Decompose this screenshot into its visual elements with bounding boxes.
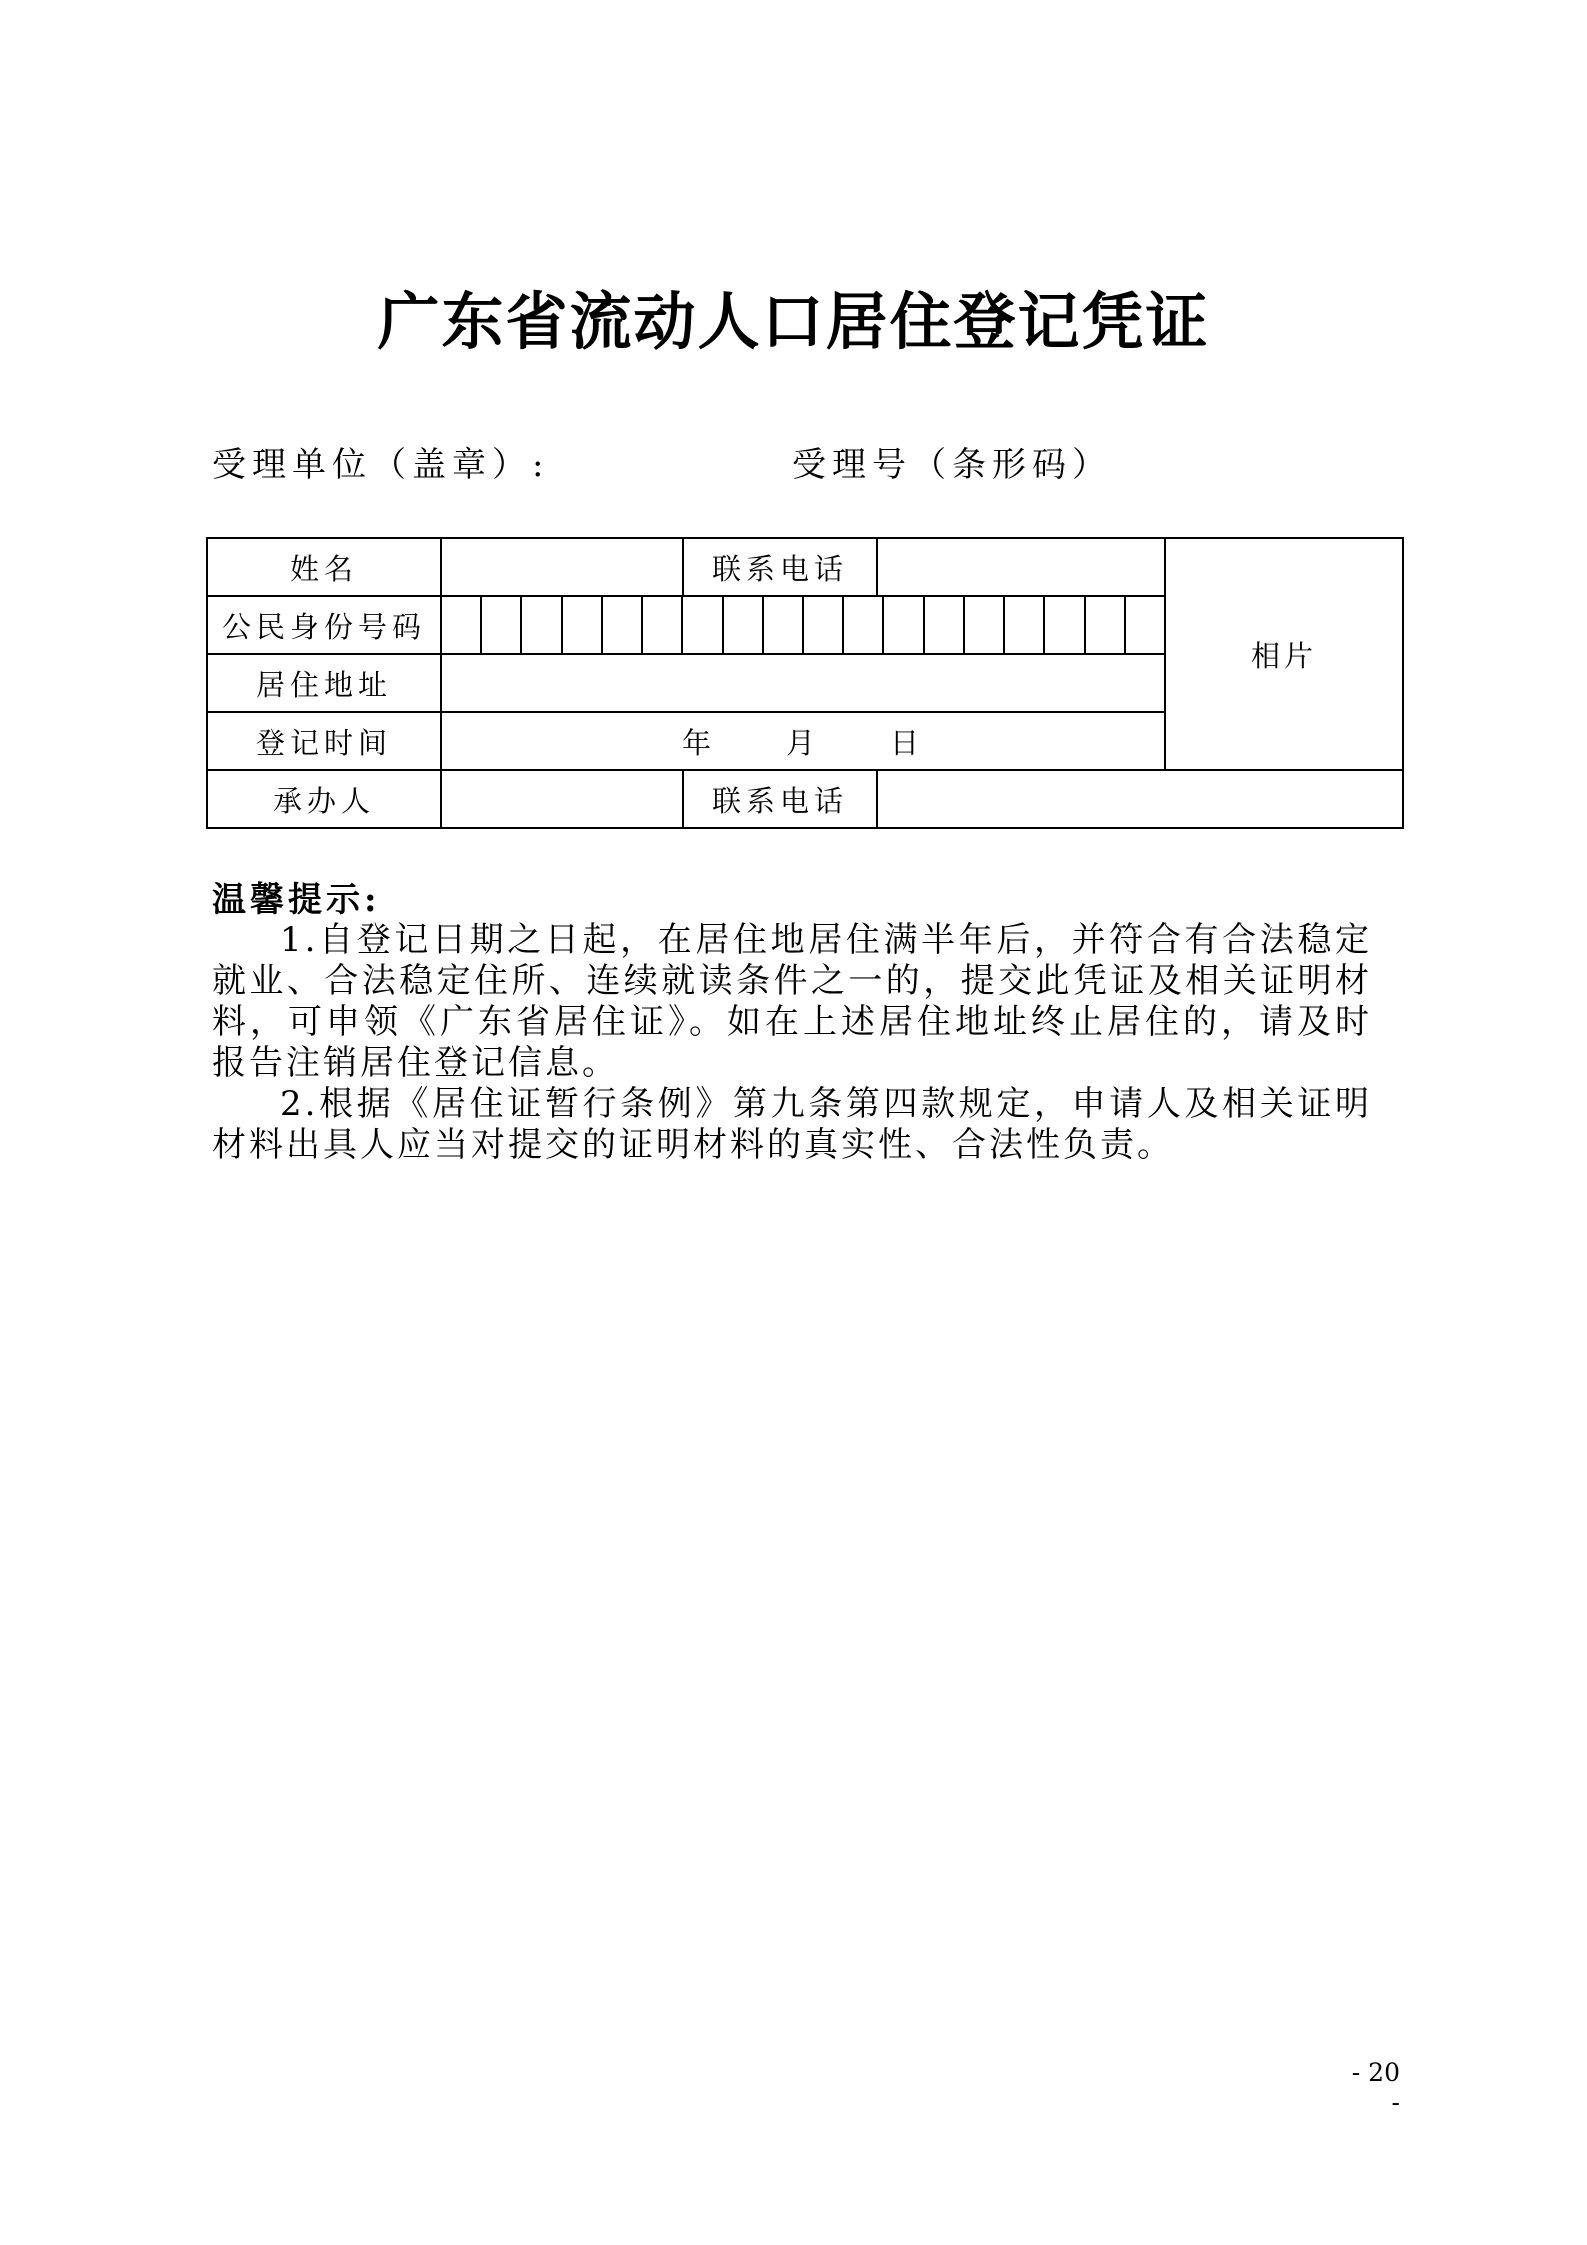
tip-item-2: 2.根据《居住证暂行条例》第九条第四款规定，申请人及相关证明材料出具人应当对提交的证明材料的真实性、合法性负责。: [212, 1084, 1372, 1165]
handler-label: 承办人: [207, 770, 441, 828]
form-row-name: [207, 538, 1403, 596]
id-digit-box[interactable]: [802, 597, 842, 653]
registration-time-label: 登记时间: [207, 712, 441, 770]
month-label: 月: [785, 725, 820, 760]
accept-unit-label: 受理单位（盖章）:: [212, 445, 550, 485]
id-number-field[interactable]: [441, 596, 1165, 654]
id-digit-box[interactable]: [722, 597, 762, 653]
year-label: 年: [681, 725, 716, 760]
id-digit-box[interactable]: [1043, 597, 1083, 653]
id-digit-box[interactable]: [561, 597, 601, 653]
id-digit-box[interactable]: [520, 597, 560, 653]
page-number: - 20 -: [1351, 2058, 1400, 2117]
handler-phone-field[interactable]: [877, 770, 1403, 828]
photo-box[interactable]: 相片: [1165, 538, 1403, 770]
phone-field[interactable]: [877, 538, 1165, 596]
tips-body: [212, 920, 1372, 1166]
id-digit-box[interactable]: [641, 597, 681, 653]
id-digit-box[interactable]: [442, 597, 480, 653]
accept-number-label: 受理号（条形码）: [792, 445, 1112, 485]
id-digit-box[interactable]: [601, 597, 641, 653]
id-number-label: 公民身份号码: [207, 596, 441, 654]
id-digit-box[interactable]: [1003, 597, 1043, 653]
id-digit-box[interactable]: [1084, 597, 1124, 653]
tip-item-1: 1.自登记日期之日起，在居住地居住满半年后，并符合有合法稳定就业、合法稳定住所、连续就读条件之一的，提交此凭证及相关证明材料，可申领《广东省居住证》。如在上述居住地址终止居住的，请及时报告注销居住登记信息。: [212, 920, 1372, 1083]
document-title: 广东省流动人口居住登记凭证: [377, 285, 1210, 358]
name-field[interactable]: [441, 538, 683, 596]
form-row-handler: [207, 770, 1403, 828]
address-label: 居住地址: [207, 654, 441, 712]
id-digit-box[interactable]: [882, 597, 922, 653]
tips-title: 温馨提示:: [212, 880, 381, 920]
id-digit-box[interactable]: [762, 597, 802, 653]
day-label: 日: [890, 725, 925, 760]
id-digit-box[interactable]: [842, 597, 882, 653]
name-label: 姓名: [207, 538, 441, 596]
phone-label: 联系电话: [683, 538, 877, 596]
handler-field[interactable]: [441, 770, 683, 828]
handler-phone-label: 联系电话: [683, 770, 877, 828]
id-digit-box[interactable]: [681, 597, 721, 653]
registration-form-table: [206, 537, 1404, 829]
address-field[interactable]: [441, 654, 1165, 712]
id-digit-box[interactable]: [923, 597, 963, 653]
id-digit-box[interactable]: [1124, 597, 1164, 653]
id-digit-box[interactable]: [480, 597, 520, 653]
registration-date-field[interactable]: [441, 712, 1165, 770]
id-digit-box[interactable]: [963, 597, 1003, 653]
